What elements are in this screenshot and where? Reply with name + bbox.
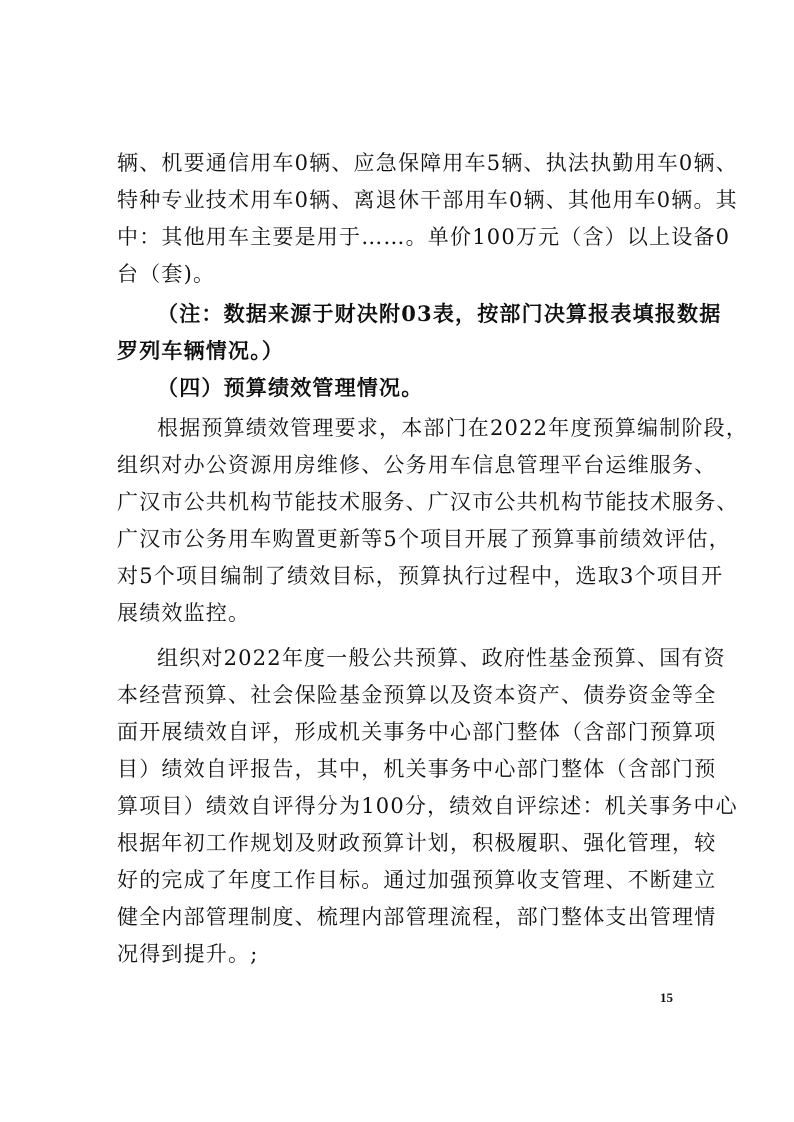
body-text-line: 况得到提升。; — [117, 942, 259, 966]
body-text-line: 根据年初工作规划及财政预算计划，积极履职、强化管理，较 — [117, 831, 717, 855]
note-text-line: （注：数据来源于财决附03表，按部门决算报表填报数据 — [157, 301, 722, 326]
body-text-line: 对5个项目编制了绩效目标，预算执行过程中，选取3个项目开 — [117, 564, 724, 588]
page-number: 15 — [660, 990, 673, 1005]
body-text-line: 算项目）绩效自评得分为100分，绩效自评综述：机关事务中心 — [117, 794, 738, 818]
body-text-line: 面开展绩效自评，形成机关事务中心部门整体（含部门预算项 — [117, 720, 717, 744]
body-text-line: 本经营预算、社会保险基金预算以及资本资产、债券资金等全 — [117, 683, 717, 707]
body-text-line: 健全内部管理制度、梳理内部管理流程，部门整体支出管理情 — [117, 905, 717, 929]
body-text-line: 辆、机要通信用车0辆、应急保障用车5辆、执法执勤用车0辆、 — [117, 151, 738, 175]
note-text-line: 罗列车辆情况。） — [117, 338, 285, 363]
body-text-line: 好的完成了年度工作目标。通过加强预算收支管理、不断建立 — [117, 868, 717, 892]
section-heading: （四）预算绩效管理情况。 — [157, 375, 424, 400]
body-text-line: 组织对办公资源用房维修、公务用车信息管理平台运维服务、 — [117, 453, 717, 477]
body-text-line: 特种专业技术用车0辆、离退休干部用车0辆、其他用车0辆。其 — [117, 188, 738, 212]
body-text-line: 台（套)。 — [117, 262, 216, 286]
body-text-line: 广汉市公务用车购置更新等5个项目开展了预算事前绩效评估， — [117, 527, 731, 551]
body-text-line: 中：其他用车主要是用于……。单价100万元（含）以上设备0 — [117, 225, 731, 249]
body-text-line: 展绩效监控。 — [117, 601, 251, 625]
body-text-line: 广汉市公共机构节能技术服务、广汉市公共机构节能技术服务、 — [117, 490, 739, 514]
body-text-line: 组织对2022年度一般公共预算、政府性基金预算、国有资 — [157, 646, 726, 670]
body-text-line: 目）绩效自评报告，其中，机关事务中心部门整体（含部门预 — [117, 757, 717, 781]
body-text-line: 根据预算绩效管理要求，本部门在2022年度预算编制阶段， — [157, 416, 749, 440]
